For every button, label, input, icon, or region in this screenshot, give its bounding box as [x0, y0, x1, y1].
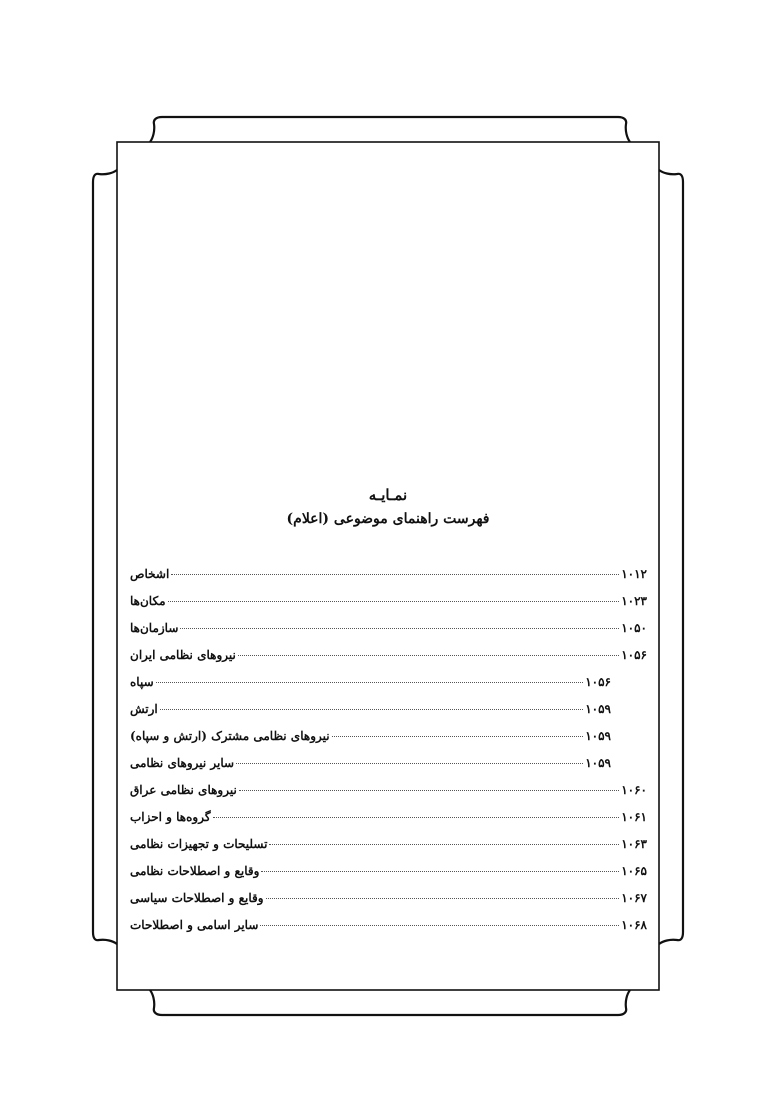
toc-entry-label: نیروهای نظامی عراق: [130, 783, 237, 797]
dot-leader: [156, 682, 584, 683]
dot-leader: [239, 790, 619, 791]
toc-entry-label: نیروهای نظامی ایران: [130, 648, 236, 662]
toc-entry[interactable]: [130, 648, 647, 675]
dot-leader: [180, 628, 619, 629]
toc-entry[interactable]: [130, 837, 647, 864]
toc-entry[interactable]: [130, 567, 647, 594]
page-title: نمـایـه: [368, 486, 408, 504]
toc-entry-page-number: ۱۰۶۰: [621, 783, 647, 797]
dot-leader: [171, 574, 619, 575]
toc-list: [130, 567, 647, 945]
toc-entry[interactable]: [130, 675, 647, 702]
toc-entry[interactable]: [130, 864, 647, 891]
toc-entry-label: مکان‌ها: [130, 594, 166, 608]
toc-entry-page-number: ۱۰۲۳: [621, 594, 647, 608]
toc-entry[interactable]: [130, 783, 647, 810]
toc-entry-page-number: ۱۰۵۶: [621, 648, 647, 662]
dot-leader: [236, 763, 583, 764]
toc-entry-label: وقایع و اصطلاحات سیاسی: [130, 891, 264, 905]
toc-entry[interactable]: [130, 918, 647, 945]
dot-leader: [332, 736, 584, 737]
toc-entry-page-number: ۱۰۵۹: [585, 729, 611, 743]
toc-entry-page-number: ۱۰۶۷: [621, 891, 647, 905]
dot-leader: [160, 709, 583, 710]
toc-entry-page-number: ۱۰۵۹: [585, 702, 611, 716]
toc-entry[interactable]: [130, 756, 647, 783]
toc-entry[interactable]: [130, 729, 647, 756]
dot-leader: [213, 817, 620, 818]
index-page: [117, 142, 659, 990]
toc-entry-page-number: ۱۰۶۳: [621, 837, 647, 851]
dot-leader: [168, 601, 620, 602]
toc-entry-label: تسلیحات و تجهیزات نظامی: [130, 837, 268, 851]
toc-entry[interactable]: [130, 891, 647, 918]
dot-leader: [269, 844, 619, 845]
toc-entry-label: سازمان‌ها: [130, 621, 179, 635]
page-subtitle: فهرست راهنمای موضوعی (اعلام): [286, 511, 490, 527]
dot-leader: [261, 871, 619, 872]
toc-entry-label: وقایع و اصطلاحات نظامی: [130, 864, 260, 878]
toc-entry-page-number: ۱۰۶۱: [621, 810, 647, 824]
toc-entry-label: سایر اسامی و اصطلاحات: [130, 918, 259, 932]
toc-entry-page-number: ۱۰۵۰: [621, 621, 647, 635]
toc-entry-page-number: ۱۰۵۶: [585, 675, 611, 689]
toc-entry-page-number: ۱۰۶۸: [621, 918, 647, 932]
toc-entry-label: ارتش: [130, 702, 158, 716]
toc-entry-page-number: ۱۰۵۹: [585, 756, 611, 770]
dot-leader: [266, 898, 620, 899]
toc-entry[interactable]: [130, 702, 647, 729]
toc-entry-label: سپاه: [130, 675, 154, 689]
dot-leader: [260, 925, 619, 926]
toc-entry-label: نیروهای نظامی مشترک (ارتش و سپاه): [130, 729, 330, 743]
toc-entry-page-number: ۱۰۱۲: [621, 567, 647, 581]
toc-entry-label: گروه‌ها و احزاب: [130, 810, 211, 824]
toc-entry[interactable]: [130, 621, 647, 648]
toc-entry[interactable]: [130, 810, 647, 837]
toc-entry-label: سایر نیروهای نظامی: [130, 756, 235, 770]
toc-entry[interactable]: [130, 594, 647, 621]
toc-entry-page-number: ۱۰۶۵: [621, 864, 647, 878]
toc-entry-label: اشخاص: [130, 567, 170, 581]
title-block: [117, 486, 659, 527]
dot-leader: [238, 655, 619, 656]
